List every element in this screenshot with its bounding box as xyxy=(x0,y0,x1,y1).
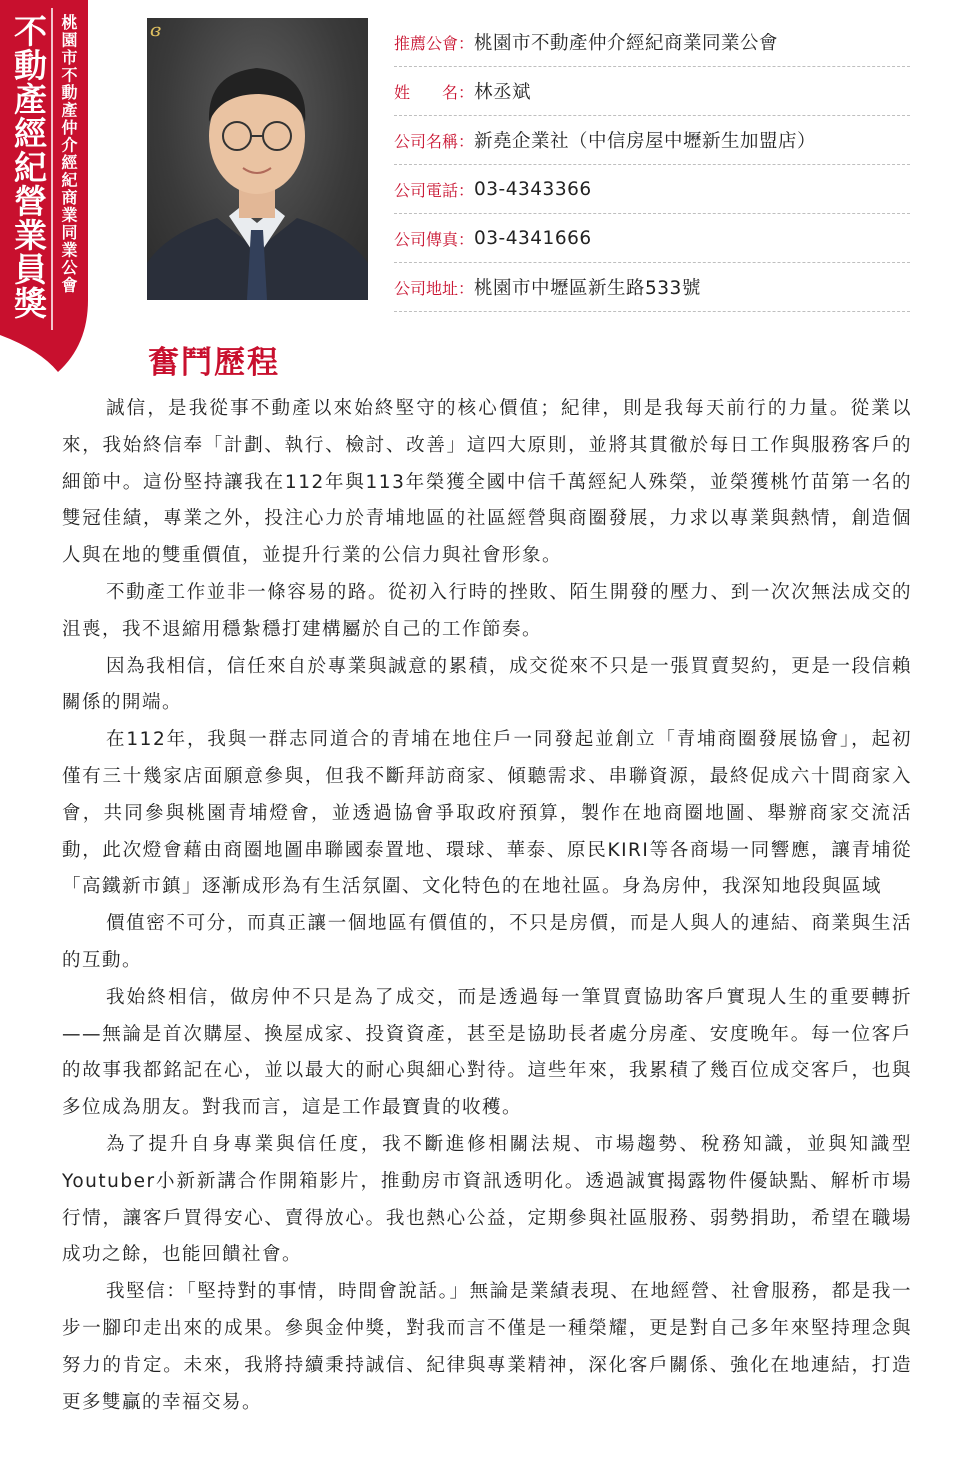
info-label: 公司名稱： xyxy=(394,131,475,151)
info-value: 新堯企業社（中信房屋中壢新生加盟店） xyxy=(474,131,817,152)
paragraph: 因為我相信，信任來自於專業與誠意的累積，成交從來不只是一張買賣契約，更是一段信賴關係的開端。 xyxy=(62,655,912,714)
profile-info xyxy=(394,18,910,312)
info-label: 推薦公會： xyxy=(394,33,475,53)
association-name: 桃園市不動產仲介經紀商業同業公會 xyxy=(59,14,78,294)
article-body xyxy=(62,391,912,1421)
info-label: 公司地址： xyxy=(394,278,475,298)
info-label: 公司電話： xyxy=(394,180,475,200)
award-ribbon xyxy=(0,0,90,372)
portrait-photo xyxy=(147,18,368,300)
section-heading: 奮鬥歷程 xyxy=(148,345,280,381)
paragraph: 在112年，我與一群志同道合的青埔在地住戶一同發起並創立「青埔商圈發展協會」，起初僅有三十幾家店面願意參與，但我不斷拜訪商家、傾聽需求、串聯資源，最終促成六十間商家入會，共同參與桃園青埔燈會，並透過協會爭取政府預算，製作在地商圈地圖、舉辦商家交流活動，此次燈會藉由商圈地圖串聯國泰置地、環球、華泰、原民KIRI等各商場一同響應，讓青埔從「高鐵新市鎮」逐漸成形為有生活氛圍、文化特色的在地社區。身為房仲，我深知地段與區域 xyxy=(62,729,912,898)
info-value: 03-4343366 xyxy=(474,178,592,200)
signature-mark: ɞ xyxy=(150,20,162,41)
info-value: 林丞斌 xyxy=(474,82,532,103)
info-row-fax xyxy=(394,214,910,263)
paragraph: 為了提升自身專業與信任度，我不斷進修相關法規、市場趨勢、稅務知識，並與知識型Youtuber小新新講合作開箱影片，推動房市資訊透明化。透過誠實揭露物件優缺點、解析市場行情，讓客戶買得安心、賣得放心。我也熱心公益，定期參與社區服務、弱勢捐助，希望在職場成功之餘，也能回饋社會。 xyxy=(62,1133,912,1266)
info-row-name xyxy=(394,67,910,116)
paragraph: 價值密不可分，而真正讓一個地區有價值的，不只是房價，而是人與人的連結、商業與生活的互動。 xyxy=(62,913,912,971)
paragraph: 不動產工作並非一條容易的路。從初入行時的挫敗、陌生開發的壓力、到一次次無法成交的沮喪，我不退縮用穩紮穩打建構屬於自己的工作節奏。 xyxy=(62,581,912,640)
info-label: 公司傳真： xyxy=(394,229,475,249)
info-row-association xyxy=(394,18,910,67)
paragraph: 誠信，是我從事不動產以來始終堅守的核心價值；紀律，則是我每天前行的力量。從業以來，我始終信奉「計劃、執行、檢討、改善」這四大原則，並將其貫徹於每日工作與服務客戶的細節中。這份堅持讓我在112年與113年榮獲全國中信千萬經紀人殊榮，並榮獲桃竹苗第一名的雙冠佳績，專業之外，投注心力於青埔地區的社區經營與商圈發展，力求以專業與熱情，創造個人與在地的雙重價值，並提升行業的公信力與社會形象。 xyxy=(62,398,912,567)
info-value: 桃園市中壢區新生路533號 xyxy=(474,278,701,299)
info-label: 姓 名： xyxy=(394,82,475,102)
paragraph: 我始終相信，做房仲不只是為了成交，而是透過每一筆買賣協助客戶實現人生的重要轉折——無論是首次購屋、換屋成家、投資資產，甚至是協助長者處分房產、安度晚年。每一位客戶的故事我都銘記在心，並以最大的耐心與細心對待。這些年來，我累積了幾百位成交客戶，也與多位成為朋友。對我而言，這是工作最寶貴的收穫。 xyxy=(62,986,912,1119)
award-title: 不動產經紀營業員獎 xyxy=(9,14,48,320)
info-value: 03-4341666 xyxy=(474,227,592,249)
info-row-company xyxy=(394,116,910,165)
info-row-address xyxy=(394,263,910,312)
paragraph: 我堅信：「堅持對的事情，時間會說話。」無論是業績表現、在地經營、社會服務，都是我一步一腳印走出來的成果。參與金仲獎，對我而言不僅是一種榮耀，更是對自己多年來堅持理念與努力的肯定。未來，我將持續秉持誠信、紀律與專業精神，深化客戶關係、強化在地連結，打造更多雙贏的幸福交易。 xyxy=(62,1281,912,1413)
info-value: 桃園市不動產仲介經紀商業同業公會 xyxy=(474,33,779,54)
info-row-phone xyxy=(394,165,910,214)
